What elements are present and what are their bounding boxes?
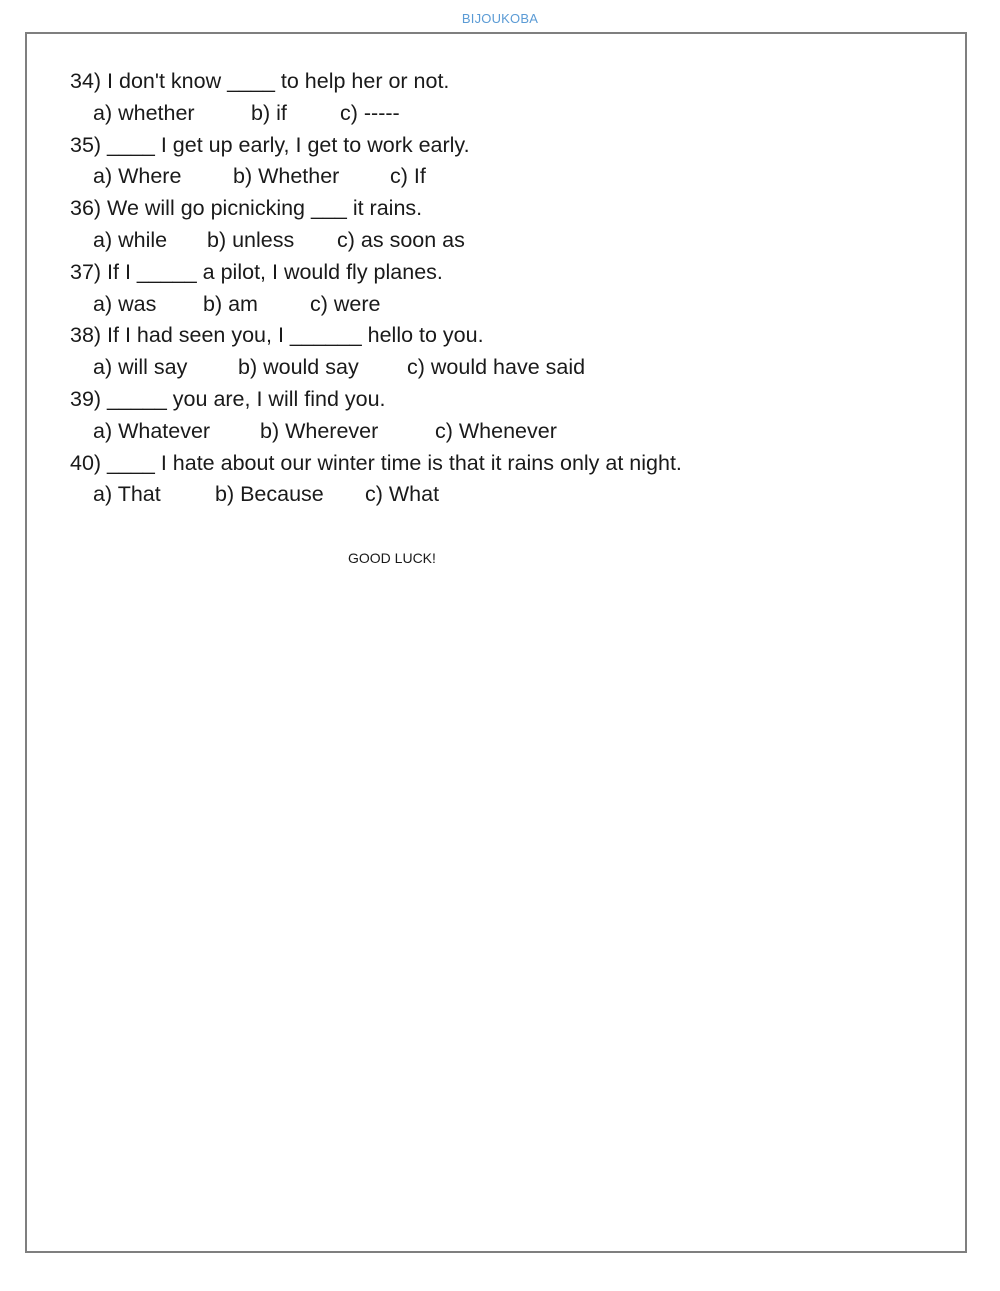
option-a: a) was [93,291,157,316]
option-a: a) whether [93,100,195,125]
option-a: a) while [93,227,168,252]
question-list [70,66,950,511]
option-c: c) were [310,291,381,316]
options-34 [70,98,950,130]
option-b: b) Whether [233,164,340,189]
options-36 [70,225,950,257]
options-35 [70,161,950,193]
option-c: c) ----- [340,100,400,125]
option-b: b) would say [238,355,359,380]
option-c: c) Whenever [435,418,557,443]
option-c: c) as soon as [337,227,465,252]
options-37 [70,289,950,321]
option-c: c) would have said [407,355,586,380]
options-39 [70,416,950,448]
option-b: b) unless [207,227,295,252]
option-c: c) What [365,482,440,507]
page-header: BIJOUKOBA [461,11,539,26]
options-40 [70,479,950,511]
option-a: a) Whatever [93,418,211,443]
question-37: 37) If I _____ a pilot, I would fly planes. [70,259,443,284]
option-a: a) will say [93,355,188,380]
option-b: b) Wherever [260,418,379,443]
question-39: 39) _____ you are, I will find you. [70,386,386,411]
question-35: 35) ____ I get up early, I get to work early. [70,132,470,157]
question-38: 38) If I had seen you, I ______ hello to you. [70,323,484,348]
option-a: a) Where [93,164,182,189]
option-c: c) If [390,164,426,189]
option-b: b) am [203,291,258,316]
question-40: 40) ____ I hate about our winter time is that it rains only at night. [70,450,682,475]
question-34: 34) I don't know ____ to help her or not. [70,69,450,93]
options-38 [70,352,950,384]
question-36: 36) We will go picnicking ___ it rains. [70,196,423,221]
closing-message: GOOD LUCK! [348,550,436,566]
option-a: a) That [93,482,161,507]
option-b: b) Because [215,482,324,507]
option-b: b) if [251,100,287,125]
